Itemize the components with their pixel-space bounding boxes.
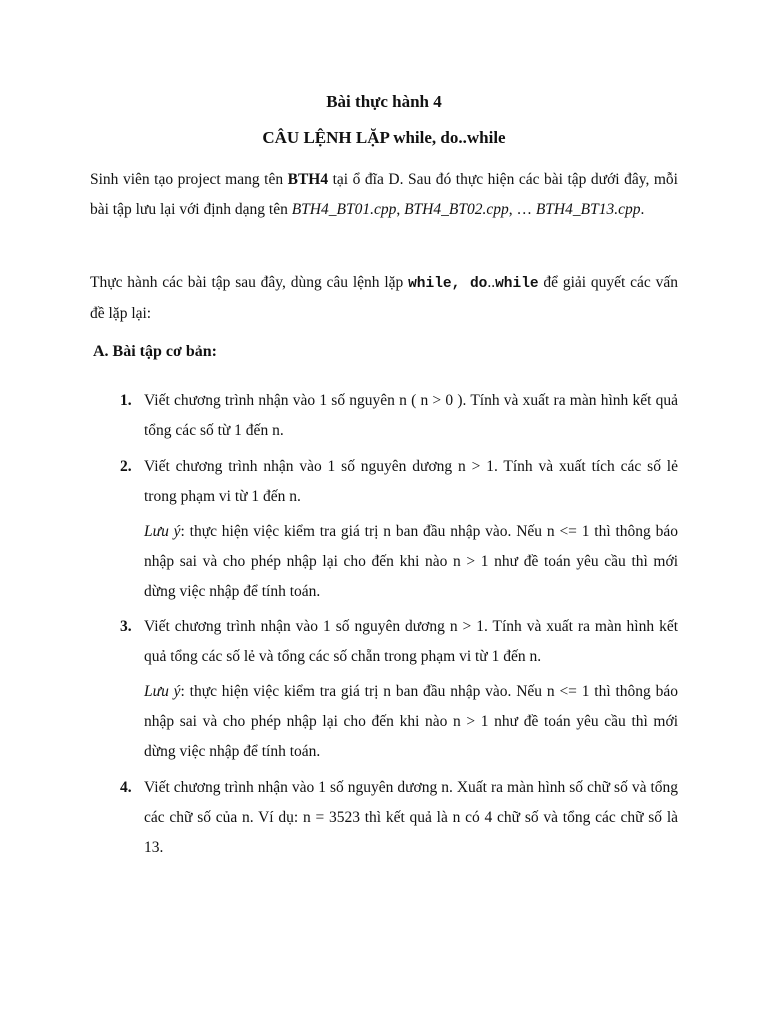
file-name-2: BTH4_BT02.cpp xyxy=(404,201,509,218)
intro-paragraph xyxy=(90,165,678,225)
file-name-1: BTH4_BT01.cpp xyxy=(291,201,397,218)
exercise-item xyxy=(120,773,678,863)
practice-text-1: Thực hành các bài tập sau đây, dùng câu lệnh lặp xyxy=(90,274,409,291)
note-text: : thực hiện việc kiểm tra giá trị n ban đầu nhập vào. Nếu n <= 1 thì thông báo nhập sai và cho phép nhập lại cho đến khi nào n > 1 như đề toán yêu cầu thì mới dừng việc nhập để tính toán. xyxy=(144,523,678,600)
intro-separator-2: , … xyxy=(508,201,536,218)
exercise-number: 4. xyxy=(120,779,132,796)
note-label: Lưu ý xyxy=(144,523,181,540)
exercise-number: 2. xyxy=(120,458,132,475)
file-name-3: BTH4_BT13.cpp xyxy=(535,201,641,218)
exercise-text: Viết chương trình nhận vào 1 số nguyên dương n > 1. Tính và xuất ra màn hình kết quả tổng các số lẻ và tổng các số chẵn trong phạm vi từ 1 đến n. xyxy=(144,618,678,665)
section-heading-a: A. Bài tập cơ bản: xyxy=(93,343,217,360)
keyword-separator: .. xyxy=(487,274,496,291)
document-title: Bài thực hành 4 xyxy=(326,92,442,111)
keyword-while-2: while xyxy=(495,276,539,292)
keyword-while: while, xyxy=(408,276,461,292)
exercise-text: Viết chương trình nhận vào 1 số nguyên dương n. Xuất ra màn hình số chữ số và tổng các chữ số của n. Ví dụ: n = 3523 thì kết quả là n có 4 chữ số và tổng các chữ số là 13. xyxy=(144,779,678,856)
intro-text-1: Sinh viên tạo project mang tên xyxy=(90,171,288,188)
practice-paragraph xyxy=(90,268,678,329)
keyword-do: do xyxy=(460,276,488,292)
intro-end: . xyxy=(640,201,645,218)
exercise-item xyxy=(120,386,678,446)
exercise-text: Viết chương trình nhận vào 1 số nguyên n ( n > 0 ). Tính và xuất ra màn hình kết quả tổng các số từ 1 đến n. xyxy=(144,392,678,439)
intro-text-2: tại ổ đĩa D. Sau đó thực hiện các bài tập dưới đây, mỗi bài tập lưu lại với định dạng tên xyxy=(90,171,678,218)
note-label: Lưu ý xyxy=(144,683,181,700)
practice-text-2: để giải quyết các vấn đề lặp lại: xyxy=(90,274,679,322)
exercise-number: 3. xyxy=(120,618,132,635)
intro-separator-1: , xyxy=(396,201,405,218)
exercise-note xyxy=(144,677,678,767)
exercise-item xyxy=(120,612,678,672)
exercise-item xyxy=(120,452,678,512)
exercise-number: 1. xyxy=(120,392,132,409)
project-name: BTH4 xyxy=(287,171,329,188)
exercise-note xyxy=(144,517,678,607)
document-subtitle: CÂU LỆNH LẶP while, do..while xyxy=(262,128,506,147)
note-text: : thực hiện việc kiểm tra giá trị n ban đầu nhập vào. Nếu n <= 1 thì thông báo nhập sai và cho phép nhập lại cho đến khi nào n > 1 như đề toán yêu cầu thì mới dừng việc nhập để tính toán. xyxy=(144,683,678,760)
exercise-text: Viết chương trình nhận vào 1 số nguyên dương n > 1. Tính và xuất tích các số lẻ trong phạm vi từ 1 đến n. xyxy=(144,458,678,505)
